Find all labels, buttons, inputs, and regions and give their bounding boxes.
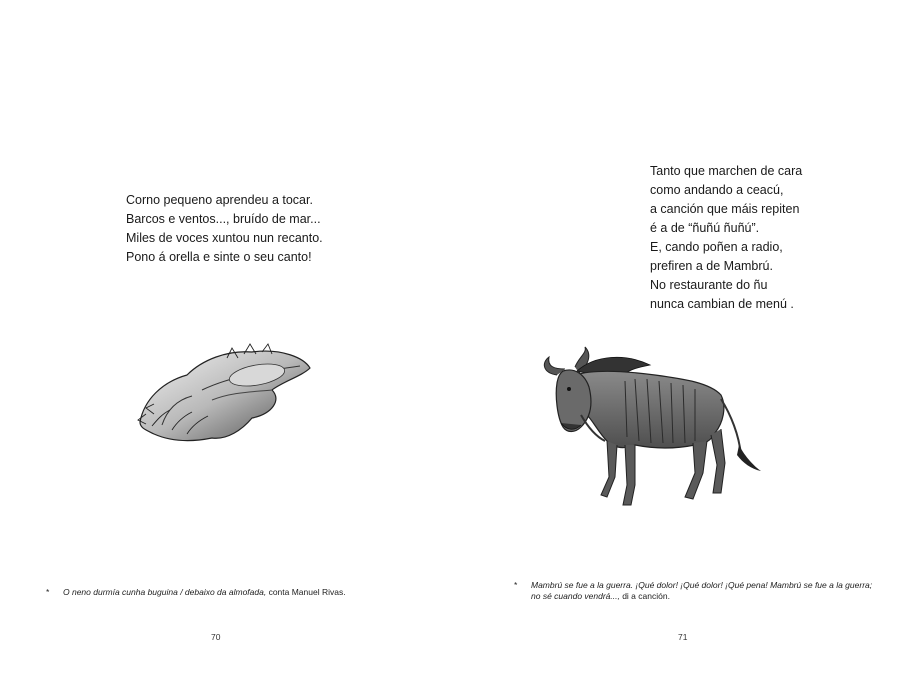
conch-shell-illustration — [132, 330, 312, 455]
poem-line: No restaurante do ñu — [650, 278, 768, 292]
right-page — [450, 0, 900, 675]
poem-line: Pono á orella e sinte o seu canto! — [126, 250, 312, 264]
poem-line: é a de “ñuñú ñuñú”. — [650, 221, 760, 235]
footnote-marker: * — [46, 587, 50, 597]
poem-line: a canción que máis repiten — [650, 202, 800, 216]
poem-line: nunca cambian de menú . — [650, 297, 794, 311]
footnote-attribution: di a canción. — [619, 591, 670, 601]
poem-line: Miles de voces xuntou nun recanto. — [126, 231, 323, 245]
wildebeest-illustration — [535, 345, 765, 515]
poem-line: E, cando poñen a radio, — [650, 240, 783, 254]
footnote-quote: O neno durmía cunha buguina / debaixo da almofada, — [63, 587, 267, 597]
page-number: 71 — [678, 632, 688, 642]
footnote-marker: * — [514, 580, 518, 590]
footnote-quote: Mambrú se fue a la guerra. ¡Qué dolor! ¡Qué dolor! ¡Qué pena! Mambrú se fue a la guerra; no sé cuando vendrá..., — [531, 580, 873, 601]
footnote-text — [531, 580, 881, 602]
poem-line: como andando a ceacú, — [650, 183, 784, 197]
poem-line: prefiren a de Mambrú. — [650, 259, 773, 273]
poem-line: Barcos e ventos..., bruído de mar... — [126, 212, 321, 226]
footnote-attribution: conta Manuel Rivas. — [266, 587, 346, 597]
poem-left — [126, 191, 323, 267]
poem-line: Corno pequeno aprendeu a tocar. — [126, 193, 313, 207]
page-number: 70 — [211, 632, 221, 642]
poem-right — [650, 162, 802, 314]
poem-line: Tanto que marchen de cara — [650, 164, 803, 178]
footnote-text — [63, 587, 346, 598]
